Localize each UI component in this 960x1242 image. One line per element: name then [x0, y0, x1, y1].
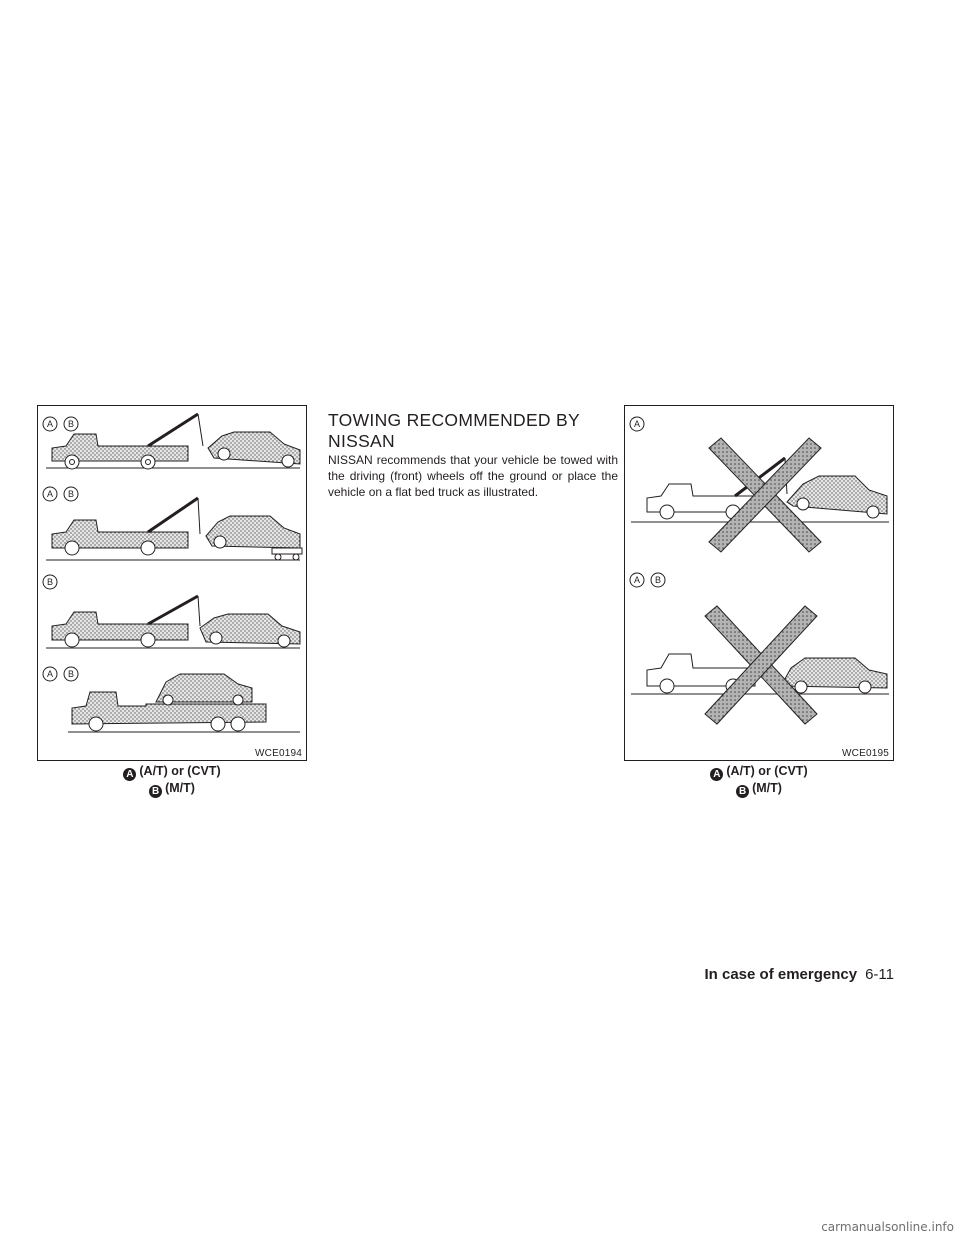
scene-wheel-lift-dolly [43, 487, 302, 560]
scene2-label-b: B [67, 489, 75, 499]
body-paragraph: NISSAN recommends that your vehicle be towed with the driving (front) wheels off the ground or place the vehicle on a flat bed truck as illustrated. [328, 453, 618, 499]
figure-left-caption [37, 764, 307, 798]
scene2-label-a: A [46, 489, 54, 499]
marker-b: B [149, 785, 162, 798]
footer-page-number: 6-11 [865, 966, 894, 983]
figure-recommended-towing [37, 405, 307, 761]
caption-line-2 [624, 781, 894, 798]
scene-prohibited-b [630, 573, 889, 724]
towing-warning-illustrations [625, 406, 893, 760]
footer-section-title: In case of emergency [704, 966, 858, 983]
caption-at-cvt: (A/T) or (CVT) [139, 764, 221, 778]
scene4-label-a: A [46, 669, 54, 679]
watermark: carmanualsonline.info [821, 1220, 954, 1234]
caption-line-1 [624, 764, 894, 781]
figure-code: WCE0194 [255, 748, 302, 759]
prohibited-scene2-label-a: A [633, 575, 641, 585]
figure-not-recommended-towing [624, 405, 894, 761]
caption-line-1 [37, 764, 307, 781]
caption-mt: (M/T) [165, 781, 195, 795]
scene-prohibited-a [630, 417, 889, 552]
caption-line-2 [37, 781, 307, 798]
prohibited-scene2-label-b: B [654, 575, 662, 585]
caption-mt: (M/T) [752, 781, 782, 795]
scene-wheel-lift-2 [43, 575, 300, 648]
section-heading: TOWING RECOMMENDED BY NISSAN [328, 410, 580, 451]
scene3-label-b: B [46, 577, 54, 587]
scene1-label-a: A [46, 419, 54, 429]
prohibited-scene1-label-a: A [633, 419, 641, 429]
scene4-label-b: B [67, 669, 75, 679]
marker-a: A [123, 768, 136, 781]
figure-code: WCE0195 [842, 748, 889, 759]
figure-right-caption [624, 764, 894, 798]
page-footer [705, 966, 895, 983]
marker-a: A [710, 768, 723, 781]
caption-at-cvt: (A/T) or (CVT) [726, 764, 808, 778]
towing-illustrations [38, 406, 306, 760]
scene-flat-bed [43, 667, 300, 732]
scene1-label-b: B [67, 419, 75, 429]
scene-wheel-lift-1 [43, 414, 300, 469]
marker-b: B [736, 785, 749, 798]
